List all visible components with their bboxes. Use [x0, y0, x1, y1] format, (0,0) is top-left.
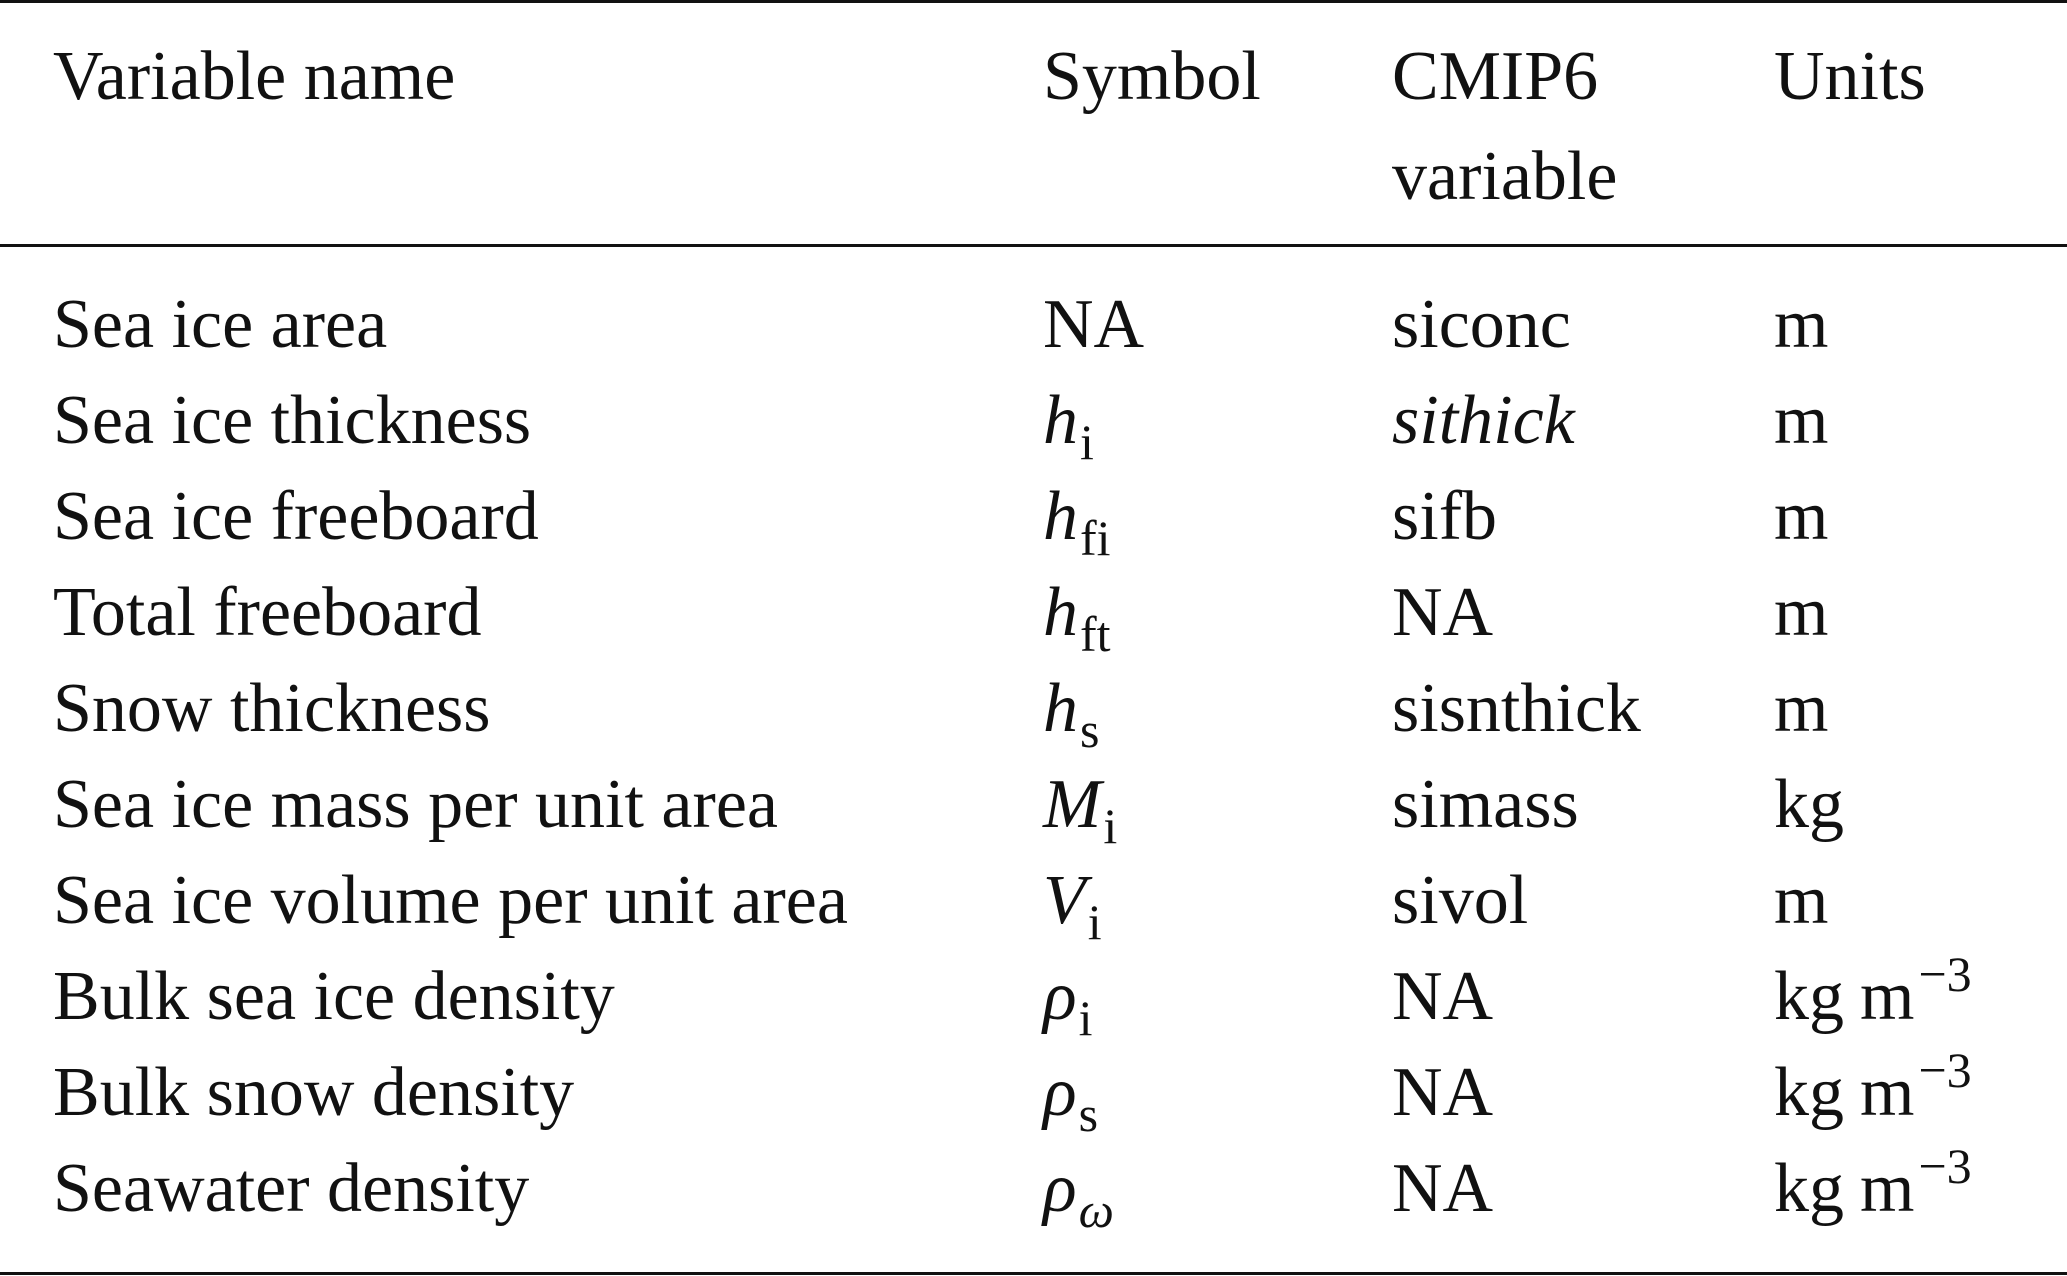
row-2-name: Sea ice freeboard: [53, 478, 539, 555]
row-7-cmip6: NA: [1392, 958, 1494, 1035]
header-cmip6-line1: CMIP6: [1392, 38, 1599, 115]
row-3-units: m: [1774, 574, 1829, 651]
row-4-symbol: $h_s$: [1043, 670, 1100, 758]
row-0-name: Sea ice area: [53, 286, 388, 363]
header-variable-name: Variable name: [53, 38, 456, 115]
row-0-units: m: [1774, 286, 1829, 363]
row-8-units: kg $m^{-3}$: [1774, 1042, 1972, 1131]
row-6-name: Sea ice volume per unit area: [53, 862, 848, 939]
row-7-units: kg $m^{-3}$: [1774, 946, 1972, 1035]
row-3-name: Total freeboard: [53, 574, 482, 651]
row-6-cmip6: sivol: [1392, 862, 1529, 939]
row-1-symbol: $h_i$: [1043, 382, 1094, 470]
row-2-cmip6: sifb: [1392, 478, 1497, 555]
row-4-units: m: [1774, 670, 1829, 747]
row-1-cmip6: sithick: [1392, 382, 1575, 459]
row-5-symbol: $M_i$: [1043, 766, 1118, 854]
header-cmip6-line2: variable: [1392, 138, 1618, 215]
row-9-symbol: $\rho_\omega$: [1043, 1150, 1114, 1238]
header-units: Units: [1774, 38, 1926, 115]
row-7-name: Bulk sea ice density: [53, 958, 615, 1035]
table-bottom-rule: [0, 1272, 2067, 1275]
row-4-cmip6: sisnthick: [1392, 670, 1641, 747]
row-8-cmip6: NA: [1392, 1054, 1494, 1131]
row-9-name: Seawater density: [53, 1150, 530, 1227]
row-6-symbol: $V_i$: [1043, 862, 1102, 950]
row-5-name: Sea ice mass per unit area: [53, 766, 778, 843]
row-3-symbol: $h_{ft}$: [1043, 574, 1111, 662]
row-0-symbol: NA: [1043, 286, 1145, 363]
row-6-units: m: [1774, 862, 1829, 939]
row-5-units: kg: [1774, 766, 1844, 843]
row-1-units: m: [1774, 382, 1829, 459]
row-7-symbol: $\rho_i$: [1043, 958, 1093, 1046]
row-0-cmip6: siconc: [1392, 286, 1571, 363]
row-9-units: kg $m^{-3}$: [1774, 1138, 1972, 1227]
header-symbol: Symbol: [1043, 38, 1261, 115]
row-3-cmip6: NA: [1392, 574, 1494, 651]
row-2-symbol: $h_{fi}$: [1043, 478, 1111, 566]
row-9-cmip6: NA: [1392, 1150, 1494, 1227]
header-cmip6-variable: [1392, 38, 1618, 215]
row-4-name: Snow thickness: [53, 670, 491, 747]
row-8-name: Bulk snow density: [53, 1054, 575, 1131]
table-header-rule: [0, 244, 2067, 247]
row-8-symbol: $\rho_s$: [1043, 1054, 1099, 1142]
table-top-rule: [0, 0, 2067, 3]
row-1-name: Sea ice thickness: [53, 382, 532, 459]
row-5-cmip6: simass: [1392, 766, 1579, 843]
row-2-units: m: [1774, 478, 1829, 555]
